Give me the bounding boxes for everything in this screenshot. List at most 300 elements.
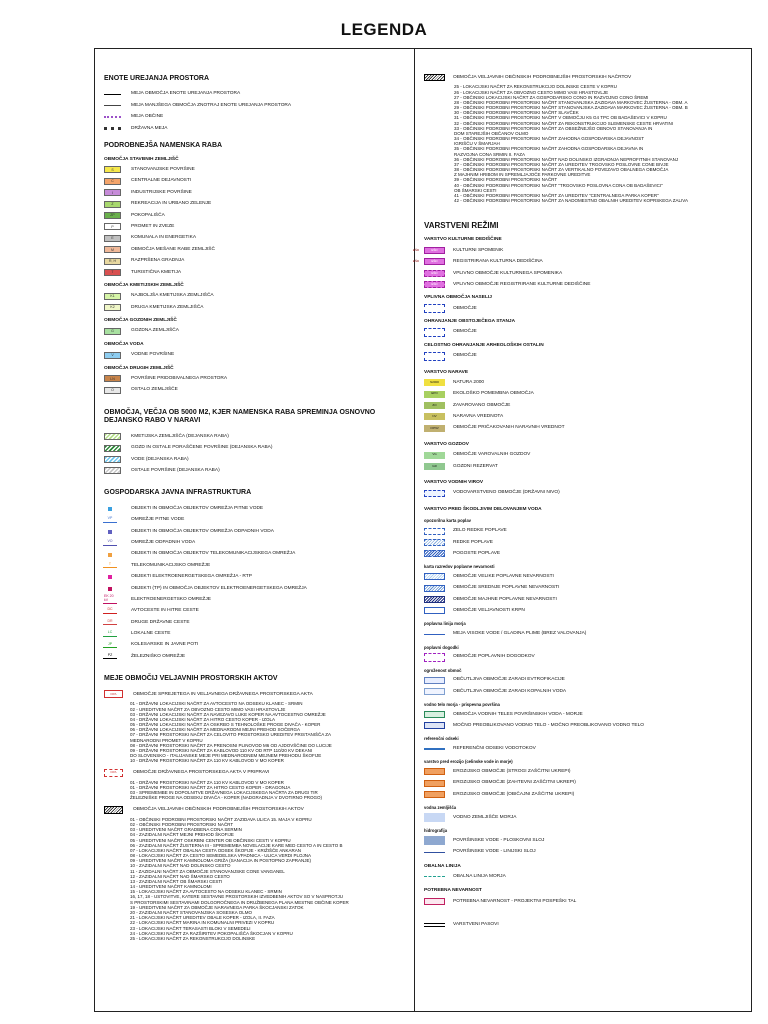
legend-group-voda xyxy=(104,351,409,360)
legend-row xyxy=(104,806,409,815)
hatch-swatch xyxy=(104,433,121,440)
line-icon xyxy=(103,624,117,625)
municipality-border-symbol xyxy=(104,116,121,118)
list-item: Z MAJHNIM HRIBOM IN SPREMLJAJOČE PARKOVNE UREDITVE xyxy=(454,172,591,178)
legend-label: KOMUNALA IN ENERGETIKA xyxy=(131,235,197,241)
list-item: 09 - DRŽAVNI PROSTORSKI NAČRT ZA KABLOVOD 110 KV OD RTP 110/20 KV DEKANI xyxy=(130,747,313,753)
legend-row xyxy=(104,188,409,197)
legend-label: OBMOČJA VELJAVNIH OBČINSKIH PODROBNEJŠIH PROSTORSKIH NAČRTOV xyxy=(453,74,632,80)
subsection-linija: poplavna linija morja xyxy=(424,621,466,627)
legend-label: OBALNA LINIJA MORJA xyxy=(453,874,506,880)
legend-right-column xyxy=(413,66,746,932)
legend-label: TURISTIČNA KMETIJA xyxy=(131,269,182,275)
legend-row xyxy=(104,561,409,570)
flood-hazard-swatch xyxy=(424,596,445,603)
list-item: 04 - ZAZIDALNI NAČRT MEJNI PREHOD ŠKOFIJE xyxy=(130,832,234,838)
legend-row xyxy=(104,90,409,99)
legend-row xyxy=(104,124,409,133)
legend-label: CENTRALNE DEJAVNOSTI xyxy=(131,178,192,184)
surface-water-line-symbol xyxy=(424,852,445,853)
line-symbol xyxy=(104,94,121,95)
infrastructure-symbol xyxy=(104,517,116,523)
legend-row xyxy=(104,768,409,777)
infrastructure-tag: JP xyxy=(107,641,113,646)
legend-row xyxy=(104,177,409,186)
list-item: S PROSTORSKIMI SESTAVINAMI DOLGOROČNEGA IN DRUŽBENEGA PLANA MESTNE OBČINE KOPER xyxy=(130,899,349,905)
flood-hazard-swatch xyxy=(424,607,445,614)
legend-label: EROZIJSKO OBMOČJE (ZAHTEVNI ZAŠČITNI UKREPI) xyxy=(453,780,576,786)
legend-row xyxy=(104,629,409,638)
legend-row xyxy=(104,516,409,525)
legend-row xyxy=(104,234,409,243)
legend-label: DRUGA KMETIJSKA ZEMLJIŠČA xyxy=(131,304,204,310)
legend-label: RAZPRŠENA GRADNJA xyxy=(131,258,185,264)
list-item: 01 - DRŽAVNI LOKACIJSKI NAČRT ZA AVTOCESTO NA ODSEKU KLANEC - SRMIN xyxy=(130,701,303,707)
subsection-narave: VARSTVO NARAVE xyxy=(424,369,469,375)
subsection-pop: opozorilna karta poplav xyxy=(424,518,472,524)
list-item: 09 - UREDITVENI NAČRT KAMNOLOMA GRIŽA (SANACIJA IN POSTOPNO ZAPRANJE) xyxy=(130,858,312,864)
legend-label: LOKALNE CESTE xyxy=(131,631,171,637)
subsection-zemlj: vodna zemljišča xyxy=(424,805,457,811)
legend-label: OBMOČJE xyxy=(453,305,477,311)
legend-label: STANOVANJSKE POVRŠINE xyxy=(131,167,195,173)
section-title-rezimi: VARSTVENI REŽIMI xyxy=(424,221,499,231)
legend-group-drugih xyxy=(104,374,409,394)
color-swatch: NV xyxy=(424,413,445,420)
color-swatch: GR xyxy=(424,463,445,470)
list-item: 41 - OBČINSKI PODROBNI PROSTORSKI NAČRT ZA UREDITEV "CENTRALNEGA PARKA KOPER" xyxy=(454,193,659,198)
color-swatch: S xyxy=(104,166,121,173)
legend-label: OBČUTLJIVA OBMOČJE ZARADI EVTROFIKACIJE xyxy=(453,677,565,683)
infrastructure-tag: DR xyxy=(107,618,113,623)
legend-label: DRŽAVNA MEJA xyxy=(131,125,168,131)
legend-label: REDKE POPLAVE xyxy=(453,539,493,545)
legend-row xyxy=(424,451,746,460)
legend-row xyxy=(104,257,409,266)
dpa-list xyxy=(104,701,409,763)
legend-row xyxy=(424,527,746,536)
legend-row xyxy=(424,352,746,361)
surface-water-area-symbol xyxy=(424,836,445,845)
eutrophication-symbol xyxy=(424,677,445,684)
legend-label: POKOPALIŠČA xyxy=(131,212,165,218)
subsection-skodljivo: VARSTVO PRED ŠKODLJIVIM DELOVANJEM VODA xyxy=(424,506,542,512)
legend-label: POGOSTE POPLAVE xyxy=(453,550,501,556)
legend-row xyxy=(424,872,746,881)
legend-row xyxy=(424,489,746,498)
legend-label: NATURA 2000 xyxy=(453,379,485,385)
legend-row xyxy=(424,269,746,278)
legend-row xyxy=(104,327,409,336)
legend-group-narave xyxy=(424,378,746,433)
list-item: 19 - UREDITVENI NAČRT ZA OBMOČJE NARAVNEGA PARKA ŠKOCJANSKI ZATOK xyxy=(130,904,304,910)
legend-label: MEJA OBČINE xyxy=(131,114,164,120)
list-item: IGRIŠČU V ŠMARJAH xyxy=(454,141,500,147)
list-item: 23 - LOKACIJSKI NAČRT TERASASTI BLOKI V SEMEDELI xyxy=(130,925,251,931)
point-icon xyxy=(108,530,112,534)
legend-label: OBMOČJE POPLAVNIH DOGODKOV xyxy=(453,654,535,660)
line-icon xyxy=(103,567,117,568)
flood-hazard-swatch xyxy=(424,585,445,592)
subsection-telo: vodno telo morja - prispevna površina xyxy=(424,701,500,707)
legend-label: OMREŽJE ODPADNIH VODA xyxy=(131,539,196,545)
list-item: DOM STAREJŠIH OBČANOV OLMO xyxy=(454,130,529,136)
legend-label: VODNO ZEMLJIŠČE MORJA xyxy=(453,814,517,820)
infrastructure-tag: EK 20 kV xyxy=(104,594,114,602)
legend-label: GOZDNI REZERVAT xyxy=(453,463,498,469)
legend-row xyxy=(104,466,409,475)
list-item: 06 - ZAZIDALNI NAČRT ŽUSTERNA III - SPREMEMBA NOVELACIJE KARE MED CESTO A IN CESTO B xyxy=(130,842,343,848)
list-item: DO SLOVENSKO - ITALIJANSKE MEJE PRI MEDNARODNEM MEJNEM PREHODU ŠKOFIJE xyxy=(130,753,322,759)
legend-group-kmetijska xyxy=(104,292,409,312)
flood-warning-swatch xyxy=(424,528,445,535)
page-title: LEGENDA xyxy=(340,20,428,39)
legend-row xyxy=(104,303,409,312)
hatch-swatch xyxy=(104,456,121,463)
legend-label: REKREACIJA IN URBANO ZELENJE xyxy=(131,201,212,207)
legend-label: GOZD IN OSTALE PORAŠČENE POVRŠINE (DEJANSKA RABA) xyxy=(131,445,273,451)
list-item: 05 - DRŽAVNI LOKACIJSKI NAČRT ZA OSKRBO S TEHNOLOŠKE PROGE DIVAČA - KOPER xyxy=(130,722,321,728)
legend-label: ŽELEZNIŠKO OMREŽJE xyxy=(131,653,186,659)
list-item: 39 - OBČINSKI PODROBNI PROSTORSKI NAČRT xyxy=(454,177,558,183)
legend-label: OBMOČJE MAJHNE POPLAVNE NEVARNOSTI xyxy=(453,596,557,602)
list-item: RAZVOJNA CONA SRMIN II. FAZA xyxy=(454,151,526,157)
heritage-swatch: EŠD xyxy=(424,281,445,288)
color-swatch: N2000 xyxy=(424,379,445,386)
sea-land-symbol xyxy=(424,813,445,822)
modified-water-body-symbol xyxy=(424,722,445,729)
dpa-draft-symbol: DPA xyxy=(104,769,123,777)
line-icon xyxy=(103,647,117,648)
infrastructure-symbol xyxy=(104,608,116,614)
legend-label: OBČUTLJIVA OBMOČJE ZARADI KOPALNIH VODA xyxy=(453,688,567,694)
legend-group-kd xyxy=(413,246,746,289)
legend-label: VPLIVNO OBMOČJE KULTURNEGA SPOMENIKA xyxy=(453,270,563,276)
legend-label: ZAVAROVANO OBMOČJE xyxy=(453,402,511,408)
legend-row xyxy=(104,200,409,209)
legend-row xyxy=(104,641,409,650)
subsection-kd: VARSTVO KULTURNE DEDIŠČINE xyxy=(424,237,502,243)
list-item: 11 - ZAZIDALNI NAČRT ZA OBMOČJE STANOVANJSKE CONE VANGANEL xyxy=(130,868,285,874)
legend-row xyxy=(424,304,746,313)
legend-row xyxy=(424,920,746,929)
legend-label: VODNE POVRŠINE xyxy=(131,352,175,358)
flood-warning-swatch xyxy=(424,550,445,557)
legend-row xyxy=(424,653,746,662)
list-item: 38 - OBČINSKI PODROBNI PROSTORSKI NAČRT ZA VERTIKALNO POVEZAVO OBALNEGA OBMOČJA xyxy=(454,167,669,173)
list-item: 12 - ZAZIDALNI NAČRT NAD ŠMARSKO CESTO xyxy=(130,873,230,879)
list-item: 02 - UREDITVENI NAČRT ZA OBVOZNO CESTO MIMO VASI HRASTOVLJE xyxy=(130,706,286,712)
legend-left-column xyxy=(104,66,409,946)
list-item: 07 - DRŽAVNI PROSTORSKI NAČRT ZA CELOVITO PROSTORSKO UREDITEV PRISTANIŠČA ZA xyxy=(130,732,331,738)
legend-label: VODE (DEJANSKA RABA) xyxy=(131,456,189,462)
legend-label: PROMET IN ZVEZE xyxy=(131,224,175,229)
subsection-ref: referenčni odseki xyxy=(424,736,459,742)
legend-row xyxy=(424,378,746,387)
flood-hazard-swatch xyxy=(424,573,445,580)
list-item: 06 - DRŽAVNI LOKACIJSKI NAČRT ZA MEDNARODNI MEJNI PREHOD SOČERGA xyxy=(130,727,301,733)
color-swatch: OPNV xyxy=(424,425,445,432)
list-item: 32 - OBČINSKI PODROBNI PROSTORSKI NAČRT ZA REKONSTRUKCIJO SLEMENSKE CESTE HRVATINI xyxy=(454,120,674,126)
legend-label: OBJEKTI IN OBMOČJA OBJEKTOV OMREŽJA PITNE VODE xyxy=(131,505,264,511)
point-icon xyxy=(108,575,112,579)
list-item: 01 - DRŽAVNI PROSTORSKI NAČRT ZA 110 KV KABLOVOD V MO KOPER xyxy=(130,779,284,785)
list-item: 27 - OBČINSKI LOKACIJSKI NAČRT ZA GOSPODARSKO CONO IN RAZVOJNO CONO ŠREMI xyxy=(454,94,649,100)
list-item: 34 - OBČINSKI PODROBNI PROSTORSKI NAČRT ZAHODNA GOSPODARSKA DEJAVNOST xyxy=(454,136,644,142)
list-item: 16, 17, 18 - USTOVITVE, KATERE SESTAVNE PROSTORSKIH IZVEDBENIH AKTOV SO V NASPROTJU xyxy=(130,894,344,900)
legend-row xyxy=(104,351,409,360)
point-icon xyxy=(108,507,112,511)
legend-label: OBJEKTI IN OBMOČJA OBJEKTOV OMREŽJA ODPADNIH VODA xyxy=(131,528,274,534)
legend-label: OBJEKTI IN OBMOČJA OBJEKTOV TELEKOMUNIKACIJSKEGA OMREŽJA xyxy=(131,551,296,557)
legend-row xyxy=(424,572,746,581)
legend-row xyxy=(424,280,746,289)
subsection-erozija: varstvo pred erozijo (celinske vode in morje) xyxy=(424,759,513,765)
list-item: 30 - OBČINSKI PODROBNI PROSTORSKI NAČRT SLAVČEK xyxy=(454,110,579,116)
legend-row xyxy=(424,328,746,337)
legend-label: OBMOČJE VELJAVNOSTI KRPN xyxy=(453,608,525,614)
legend-row xyxy=(104,444,409,453)
infrastructure-symbol xyxy=(104,620,116,626)
legend-label: ELEKTROENERGETSKO OMREŽJE xyxy=(131,596,211,602)
infrastructure-symbol xyxy=(104,643,116,649)
legend-row xyxy=(104,572,409,581)
legend-label: OBMOČJE SREDNJE POPLAVNE NEVARNOSTI xyxy=(453,585,560,591)
line-icon xyxy=(103,613,117,614)
water-body-symbol xyxy=(424,711,445,718)
list-item: 10 - ZAZIDALNI NAČRT NAD DOLINSKO CESTO xyxy=(130,863,231,869)
heritage-swatch: EŠD xyxy=(424,270,445,277)
legend-row xyxy=(424,606,746,615)
list-item: 04 - DRŽAVNI LOKACIJSKI NAČRT ZA HITRO CESTO KOPER - IZOLA xyxy=(130,716,275,722)
infrastructure-symbol xyxy=(104,552,116,557)
legend-row xyxy=(424,676,746,685)
railway-icon xyxy=(103,658,117,659)
legend-label: OSTALE POVRŠINE (DEJANSKA RABA) xyxy=(131,468,220,474)
subsection-stavbna: OBMOČJA STAVBNIH ZEMLJIŠČ xyxy=(104,156,179,162)
line-icon xyxy=(103,522,117,523)
list-item: 28 - OBČINSKI PODROBNI PROSTORSKI NAČRT STANOVANJSKA ZAZIDAVA MARKOVEC ŽUSTERNA - OBM. A xyxy=(454,99,688,105)
legend-label: MEJA MANJŠEGA OBMOČJA ZNOTRAJ ENOTE UREJANJA PROSTORA xyxy=(131,102,292,108)
legend-label: OBMOČJA VELJAVNIH OBČINSKIH PODROBNEJŠIH PROSTORSKIH AKTOV xyxy=(133,807,304,813)
legend-label: GOZDNA ZEMLJIŠČA xyxy=(131,328,179,334)
legend-label: OBMOČJE xyxy=(453,329,477,335)
hatch-swatch xyxy=(104,467,121,474)
legend-label: VODOVARSTVENO OBMOČJE (DRŽAVNI NIVO) xyxy=(453,490,560,496)
legend-label: EKOLOŠKO POMEMBNA OBMOČJA xyxy=(453,391,534,397)
legend-label: TELEKOMUNIKACIJSKO OMREŽJE xyxy=(131,562,211,568)
infrastructure-tag: LC xyxy=(107,630,113,635)
legend-row xyxy=(104,386,409,395)
list-item: 05 - UREDITVENI NAČRT OSKRBNI CENTER OB OBČINSKI CESTI V KOPRU xyxy=(130,837,291,843)
legend-label: EROZIJSKO OBMOČJE (STROGI ZAŠČITNI UKREPI) xyxy=(453,769,571,775)
list-item: 25 - LOKACIJSKI NAČRT ZA REKONSTRUKCIJO DOLINSKE CESTE V KOPRU xyxy=(454,84,617,90)
point-icon xyxy=(108,587,112,591)
legend-label: MOČNO PREOBLIKOVANO VODNO TELO - MOČNO PREOBLIKOVANO VODNO TELO xyxy=(453,723,645,729)
legend-row xyxy=(424,549,746,558)
list-item: 03 - UREDITVENI NAČRT GRADBENA CONA SERMIN xyxy=(130,827,242,833)
legend-row xyxy=(424,836,746,845)
infrastructure-tag: DC xyxy=(107,607,113,612)
preservation-zone-symbol xyxy=(424,328,445,337)
subsection-celostno: CELOSTNO OHRANJANJE ARHEOLOŠKIH OSTALIN xyxy=(424,342,544,348)
legend-row xyxy=(424,687,746,696)
legend-row xyxy=(413,257,746,266)
legend-label: AVTOCESTE IN HITRE CESTE xyxy=(131,608,199,614)
legend-group-gozdov xyxy=(424,451,746,471)
infrastructure-symbol xyxy=(104,574,116,579)
legend-label: OBMOČJE xyxy=(453,353,477,359)
legend-row xyxy=(104,165,409,174)
color-swatch: M xyxy=(104,246,121,253)
legend-label: NAJBOLJŠA KMETIJSKA ZEMLJIŠČA xyxy=(131,293,214,299)
legend-row xyxy=(104,584,409,593)
list-item: 35 - OBČINSKI PODROBNI PROSTORSKI NAČRT ZAHODNA GOSPODARSKA DEJAVNA IN xyxy=(454,146,644,152)
legend-row xyxy=(424,897,746,906)
list-item: ŽELEZNIŠKE PROGE NA ODSEKU DIVAČA - KOPER (NADGRADNJA V DVOTIRNO PROGO) xyxy=(130,795,322,801)
list-item: 20 - ZAZIDALNI NAČRT STANOVANJSKA SOSESKA OLMO xyxy=(130,909,252,915)
archaeology-zone-symbol xyxy=(424,352,445,361)
protection-belt-symbol xyxy=(424,923,445,927)
list-item: 29 - OBČINSKI PODROBNI PROSTORSKI NAČRT STANOVANJSKA ZAZIDAVA MARKOVEC ŽUSTERNA - OBM. B xyxy=(454,105,688,111)
legend-label: REFERENČNI ODSEKI VODOTOKOV xyxy=(453,746,536,752)
legend-row xyxy=(104,245,409,254)
legend-row xyxy=(424,710,746,719)
legend-row xyxy=(104,113,409,122)
legend-row xyxy=(424,462,746,471)
infrastructure-symbol xyxy=(104,586,116,591)
subsection-obalna: OBALNA LINIJA xyxy=(424,863,461,869)
legend-row xyxy=(104,504,409,513)
seismic-symbol xyxy=(424,898,445,905)
subsection-vpliv: VPLIVNA OBMOČJA NASELIJ xyxy=(424,295,492,301)
list-item: 08 - LOKACIJSKI NAČRT ZA CESTO SEMEDELSKA VPADNICA - ULICA VERDI PLOJNA xyxy=(130,853,311,859)
color-swatch: O xyxy=(104,387,121,394)
subsection-ogr: ogroženost območ xyxy=(424,667,462,673)
legend-label: DRUGE DRŽAVNE CESTE xyxy=(131,619,190,625)
section-title-podrobnejsa: PODROBNEJŠA NAMENSKA RABA xyxy=(104,141,223,149)
legend-label: OBMOČJE SPREJETEGA IN VELJAVNEGA DRŽAVNEGA PROSTORSKEGA AKTA xyxy=(133,691,313,697)
legend-row xyxy=(413,246,746,255)
legend-row xyxy=(104,268,409,277)
subsection-gozdov: VARSTVO GOZDOV xyxy=(424,441,469,447)
infrastructure-symbol xyxy=(104,529,116,534)
subsection-drugih: OBMOČJA DRUGIH ZEMLJIŠČ xyxy=(104,365,174,371)
legend-row xyxy=(104,432,409,441)
legend-row xyxy=(424,790,746,799)
legend-row xyxy=(424,630,746,639)
legend-row xyxy=(104,550,409,559)
infrastructure-symbol xyxy=(104,540,116,546)
opn-boundary-symbol xyxy=(104,806,123,814)
color-swatch: EPO xyxy=(424,391,445,398)
legend-label: OBMOČJE PRIČAKOVANIH NARAVNIH VREDNOT xyxy=(453,425,565,431)
list-item: MEDNARODNI PROMET V KOPRU xyxy=(130,737,203,743)
legend-row xyxy=(424,779,746,788)
subsection-nev: karta razredov poplavne nevarnosti xyxy=(424,564,495,570)
dpa-draft-list xyxy=(104,780,409,801)
dpa-boundary-symbol: DPA xyxy=(104,690,123,698)
legend-label: NARAVNA VREDNOTA xyxy=(453,414,504,420)
legend-label: OBMOČJA VODNIH TELES POVRŠINSKIH VODA - MORJE xyxy=(453,711,583,717)
legend-row xyxy=(424,584,746,593)
legend-row xyxy=(424,595,746,604)
legend-label: OMREŽJE PITNE VODE xyxy=(131,517,185,523)
legend-row xyxy=(104,690,409,699)
legend-label: OBJEKTI (TP) IN OBMOČJA OBJEKTOV ELEKTROENERGETSKEGA OMREŽJA xyxy=(131,585,307,591)
color-swatch: LN xyxy=(104,375,121,382)
legend-label: OBMOČJE DRŽAVNEGA PROSTORSKEGA AKTA V PRIPRAVI xyxy=(133,770,270,776)
color-swatch: G xyxy=(104,328,121,335)
heritage-swatch: EŠD xyxy=(424,258,445,265)
subsection-kmetijska: OBMOČJA KMETIJSKIH ZEMLJIŠČ xyxy=(104,282,184,288)
legend-row xyxy=(104,595,409,604)
line-icon xyxy=(103,636,117,637)
infrastructure-tag: T xyxy=(108,561,112,566)
legend-row xyxy=(424,721,746,730)
point-icon xyxy=(108,553,112,557)
legend-row xyxy=(104,618,409,627)
legend-label: EROZIJSKO OBMOČJE (OBIČAJNI ZAŠČITNI UKREPI) xyxy=(453,791,575,797)
infrastructure-symbol xyxy=(104,631,116,637)
legend-row xyxy=(424,848,746,857)
legend-label: POVRŠINE PRIDOBIVALNEGA PROSTORA xyxy=(131,375,228,381)
color-swatch: ZO xyxy=(424,402,445,409)
legend-label: OBMOČJE VAROVALNIH GOZDOV xyxy=(453,452,531,458)
legend-label: POVRŠINSKE VODE - PLOSKOVNI SLOJ xyxy=(453,837,545,843)
legend-row xyxy=(424,767,746,776)
legend-group-erozija xyxy=(424,767,746,799)
list-item: 08 - DRŽAVNI PROSTORSKI NAČRT ZA PRENOSNI PLINOVOD M6 OD AJDOVŠČINE DO LUCIJE xyxy=(130,742,332,748)
color-swatch: K2 xyxy=(104,304,121,311)
line-symbol xyxy=(104,105,121,106)
infrastructure-tag: VP xyxy=(107,516,113,521)
state-border-symbol xyxy=(104,127,121,130)
legend-row xyxy=(104,101,409,110)
list-item: 14 - UREDITVENI NAČRT KAMNOLOMI xyxy=(130,884,212,890)
subsection-virov: VARSTVO VODNIH VIROV xyxy=(424,479,484,485)
list-item: 13 - ZAZIDALNI NAČRT OB ŠMARSKI CESTI xyxy=(130,878,223,884)
color-swatch: E xyxy=(104,235,121,242)
subsection-gozdna: OBMOČJA GOZDNIH ZEMLJIŠČ xyxy=(104,318,177,324)
list-item: 26 - LOKACIJSKI NAČRT ZA OBVOZNO CESTO MIMO VASI HRASTOVLJE xyxy=(454,89,609,95)
heritage-side-tag: EŠD xyxy=(413,259,420,264)
heritage-side-tag: EŠD xyxy=(413,247,420,252)
legend-row xyxy=(104,538,409,547)
legend-label: OBMOČJA MEŠANE RABE ZEMLJIŠČ xyxy=(131,246,215,252)
legend-label: MEJA OBMOČJA ENOTE UREJANJA PROSTORA xyxy=(131,91,241,97)
legend-label: OBJEKTI ELEKTROENERGETSKEGA OMREŽJA - RTP xyxy=(131,574,252,580)
legend-label: INDUSTRIJSKE POVRŠINE xyxy=(131,189,192,195)
color-swatch: VG xyxy=(424,452,445,459)
hatch-swatch xyxy=(104,445,121,452)
flood-event-symbol xyxy=(424,653,445,662)
infrastructure-symbol xyxy=(104,563,116,569)
list-item: 25 - LOKACIJSKI NAČRT ZA REKONSTRUKCIJO DOLINSKE xyxy=(130,935,256,941)
legend-row xyxy=(424,401,746,410)
list-item: 15 - LOKACIJSKI NAČRT ZA AVTOCESTO NA ODSEKU KLANEC - SRMIN xyxy=(130,889,282,895)
color-swatch: I xyxy=(104,189,121,196)
infrastructure-symbol xyxy=(104,654,116,660)
legend-label: REGISTRIRANA KULTURNA DEDIŠČINA xyxy=(453,259,543,265)
list-item: 03 - DRŽAVNI LOKACIJSKI NAČRT ZA NAVEZAVO LUKE KOPER NA AVTOCESTNO OMREŽJE xyxy=(130,711,326,717)
opn-list xyxy=(104,817,409,941)
color-swatch: ZP xyxy=(104,212,121,219)
legend-row xyxy=(424,412,746,421)
list-item: 42 - OBČINSKI PODROBNI PROSTORSKI NAČRT ZA NADOMESTNO OBALNIH UREDITEV KOPRSKEGA ZALIVA xyxy=(454,198,688,204)
legend-row xyxy=(424,538,746,547)
flood-warning-swatch xyxy=(424,539,445,546)
